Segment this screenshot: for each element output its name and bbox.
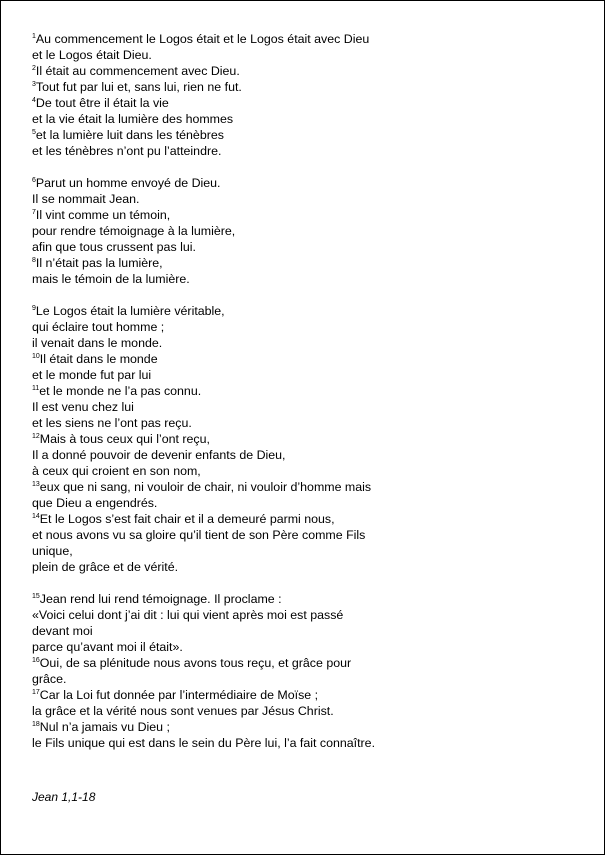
- verse-text: afin que tous crussent pas lui.: [32, 240, 196, 254]
- verse-number: 15: [32, 593, 40, 600]
- verse-line: [32, 591, 592, 607]
- verse-line: [32, 303, 592, 319]
- verse-line: [32, 703, 592, 719]
- verse-text: eux que ni sang, ni vouloir de chair, ni vouloir d’homme mais: [39, 480, 372, 494]
- verse-text: qui éclaire tout homme ;: [32, 320, 165, 334]
- verse-line: [32, 495, 592, 511]
- verse-line: [32, 79, 592, 95]
- verse-text: Il était au commencement avec Dieu.: [35, 64, 240, 78]
- verse-text: il venait dans le monde.: [32, 336, 163, 350]
- verse-number: 12: [32, 433, 40, 440]
- verse-text: Il était dans le monde: [39, 352, 158, 366]
- verse-line: [32, 431, 592, 447]
- verse-text: pour rendre témoignage à la lumière,: [32, 224, 236, 238]
- verse-number: 14: [32, 513, 40, 520]
- verse-number: 4: [32, 97, 36, 104]
- verse-number: 7: [32, 209, 36, 216]
- verse-line: [32, 191, 592, 207]
- verse-number: 5: [32, 129, 36, 136]
- verse-text: et la lumière luit dans les ténèbres: [35, 128, 224, 142]
- verse-number: 17: [32, 689, 40, 696]
- verse-line: [32, 463, 592, 479]
- verse-text: De tout être il était la vie: [35, 96, 169, 110]
- verse-line: [32, 47, 592, 63]
- verse-number: 6: [32, 177, 36, 184]
- verse-number: 3: [32, 81, 36, 88]
- verse-line: [32, 415, 592, 431]
- stanza-gap: [32, 575, 592, 591]
- verse-line: [32, 655, 592, 671]
- verse-line: [32, 111, 592, 127]
- verse-text: unique,: [32, 544, 73, 558]
- verse-text: et la vie était la lumière des hommes: [32, 112, 234, 126]
- verse-line: [32, 255, 592, 271]
- verse-line: [32, 319, 592, 335]
- verse-text: «Voici celui dont j’ai dit : lui qui vient après moi est passé: [32, 608, 344, 622]
- verse-line: [32, 367, 592, 383]
- verse-line: [32, 399, 592, 415]
- verse-text: Il vint comme un témoin,: [35, 208, 171, 222]
- verse-number: 2: [32, 65, 36, 72]
- verse-line: [32, 623, 592, 639]
- verse-number: 13: [32, 481, 40, 488]
- verse-text: devant moi: [32, 624, 93, 638]
- verse-text: Car la Loi fut donnée par l’intermédiaire de Moïse ;: [39, 688, 319, 702]
- verse-line: [32, 143, 592, 159]
- verse-line: [32, 223, 592, 239]
- verse-text: Et le Logos s’est fait chair et il a demeuré parmi nous,: [39, 512, 335, 526]
- verse-text: Parut un homme envoyé de Dieu.: [35, 176, 221, 190]
- verse-text: Jean rend lui rend témoignage. Il proclame :: [39, 592, 282, 606]
- verse-line: [32, 271, 592, 287]
- verse-line: [32, 479, 592, 495]
- verse-line: [32, 95, 592, 111]
- verse-line: [32, 719, 592, 735]
- verse-text: Mais à tous ceux qui l’ont reçu,: [39, 432, 210, 446]
- verse-number: 1: [32, 33, 36, 40]
- verse-text: et le monde ne l’a pas connu.: [39, 384, 202, 398]
- verse-line: [32, 447, 592, 463]
- verse-line: [32, 671, 592, 687]
- verse-text: Il est venu chez lui: [32, 400, 134, 414]
- verse-line: [32, 527, 592, 543]
- verse-text: le Fils unique qui est dans le sein du Père lui, l’a fait connaître.: [32, 736, 376, 750]
- verse-line: [32, 543, 592, 559]
- verse-line: [32, 335, 592, 351]
- verse-number: 11: [32, 385, 40, 392]
- stanza-gap: [32, 287, 592, 303]
- verse-text: et le Logos était Dieu.: [32, 48, 152, 62]
- verse-line: [32, 63, 592, 79]
- verse-line: [32, 207, 592, 223]
- verse-number: 10: [32, 353, 40, 360]
- verse-text: Le Logos était la lumière véritable,: [35, 304, 225, 318]
- verse-text: Au commencement le Logos était et le Logos était avec Dieu: [35, 32, 370, 46]
- scripture-text: [32, 31, 592, 751]
- verse-line: [32, 639, 592, 655]
- verse-line: [32, 559, 592, 575]
- verse-line: [32, 383, 592, 399]
- verse-line: [32, 735, 592, 751]
- verse-line: [32, 239, 592, 255]
- verse-line: [32, 687, 592, 703]
- verse-text: et les ténèbres n’ont pu l’atteindre.: [32, 144, 222, 158]
- verse-line: [32, 511, 592, 527]
- verse-text: grâce.: [32, 672, 67, 686]
- verse-text: plein de grâce et de vérité.: [32, 560, 179, 574]
- verse-text: que Dieu a engendrés.: [32, 496, 158, 510]
- verse-number: 16: [32, 657, 40, 664]
- verse-text: et le monde fut par lui: [32, 368, 152, 382]
- verse-text: Oui, de sa plénitude nous avons tous reçu, et grâce pour: [39, 656, 352, 670]
- verse-line: [32, 607, 592, 623]
- verse-number: 9: [32, 305, 36, 312]
- verse-text: parce qu’avant moi il était».: [32, 640, 183, 654]
- verse-text: et les siens ne l’ont pas reçu.: [32, 416, 192, 430]
- verse-text: à ceux qui croient en son nom,: [32, 464, 201, 478]
- verse-line: [32, 351, 592, 367]
- verse-number: 8: [32, 257, 36, 264]
- verse-text: Il n’était pas la lumière,: [35, 256, 163, 270]
- scripture-reference: Jean 1,1-18: [32, 790, 96, 804]
- verse-text: mais le témoin de la lumière.: [32, 272, 190, 286]
- verse-line: [32, 127, 592, 143]
- verse-number: 18: [32, 721, 40, 728]
- verse-text: et nous avons vu sa gloire qu’il tient de son Père comme Fils: [32, 528, 366, 542]
- verse-text: la grâce et la vérité nous sont venues par Jésus Christ.: [32, 704, 334, 718]
- verse-text: Tout fut par lui et, sans lui, rien ne fut.: [35, 80, 242, 94]
- verse-text: Nul n’a jamais vu Dieu ;: [39, 720, 170, 734]
- verse-line: [32, 175, 592, 191]
- verse-text: Il se nommait Jean.: [32, 192, 140, 206]
- stanza-gap: [32, 159, 592, 175]
- verse-line: [32, 31, 592, 47]
- verse-text: Il a donné pouvoir de devenir enfants de Dieu,: [32, 448, 286, 462]
